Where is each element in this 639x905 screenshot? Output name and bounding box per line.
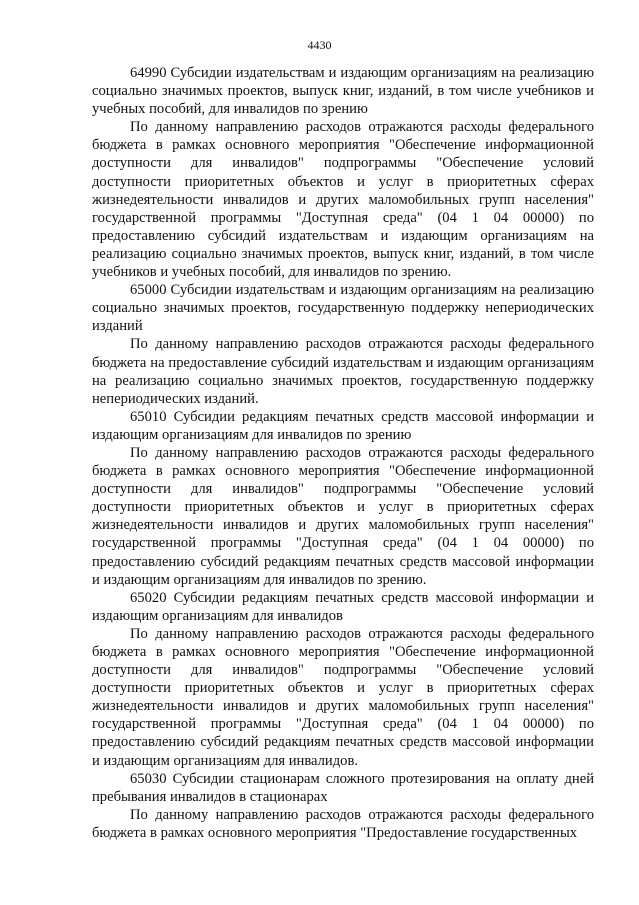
- paragraph-65020-title: 65020 Субсидии редакциям печатных средств массовой информации и издающим организациям для инвалидов: [92, 589, 594, 624]
- paragraph-64990-title: 64990 Субсидии издательствам и издающим организациям на реализацию социально значимых проектов, выпуск книг, изданий, в том числе учебников и учебных пособий, для инвалидов по зрению: [92, 65, 594, 118]
- page-number: 4430: [307, 38, 332, 52]
- paragraph-65020-description: По данному направлению расходов отражаются расходы федерального бюджета в рамках основного мероприятия "Обеспечение информационной доступности для инвалидов" подпрограммы "Обеспечение условий доступности приоритетных объектов и услуг в приоритетных сферах жизнедеятельности инвалидов и других маломобильных групп населения" государственной программы "Доступная среда" (04 1 04 00000) по предоставлению субсидий редакциям печатных средств массовой информации и издающим организациям для инвалидов.: [92, 625, 594, 769]
- document-body: [92, 64, 594, 842]
- paragraph-65010-title: 65010 Субсидии редакциям печатных средств массовой информации и издающим организациям для инвалидов по зрению: [92, 408, 594, 443]
- paragraph-65010-description: По данному направлению расходов отражаются расходы федерального бюджета в рамках основного мероприятия "Обеспечение информационной доступности для инвалидов" подпрограммы "Обеспечение условий доступности приоритетных объектов и услуг в приоритетных сферах жизнедеятельности инвалидов и других маломобильных групп населения" государственной программы "Доступная среда" (04 1 04 00000) по предоставлению субсидий редакциям печатных средств массовой информации и издающим организациям для инвалидов по зрению.: [92, 444, 594, 588]
- paragraph-65000-description: По данному направлению расходов отражаются расходы федерального бюджета на предоставление субсидий издательствам и издающим организациям на реализацию социально значимых проектов, государственную поддержку непериодических изданий.: [92, 336, 594, 407]
- paragraph-65030-description: По данному направлению расходов отражаются расходы федерального бюджета в рамках основного мероприятия "Предоставление государственных: [92, 806, 594, 841]
- paragraph-64990-description: По данному направлению расходов отражаются расходы федерального бюджета в рамках основного мероприятия "Обеспечение информационной доступности для инвалидов" подпрограммы "Обеспечение условий доступности приоритетных объектов и услуг в приоритетных сферах жизнедеятельности инвалидов и других маломобильных групп населения" государственной программы "Доступная среда" (04 1 04 00000) по предоставлению субсидий издательствам и издающим организациям на реализацию социально значимых проектов, выпуск книг, изданий, в том числе учебников и учебных пособий, для инвалидов по зрению.: [92, 119, 594, 281]
- paragraph-65030-title: 65030 Субсидии стационарам сложного протезирования на оплату дней пребывания инвалидов в стационарах: [92, 770, 594, 805]
- paragraph-65000-title: 65000 Субсидии издательствам и издающим организациям на реализацию социально значимых проектов, государственную поддержку непериодических изданий: [92, 282, 594, 335]
